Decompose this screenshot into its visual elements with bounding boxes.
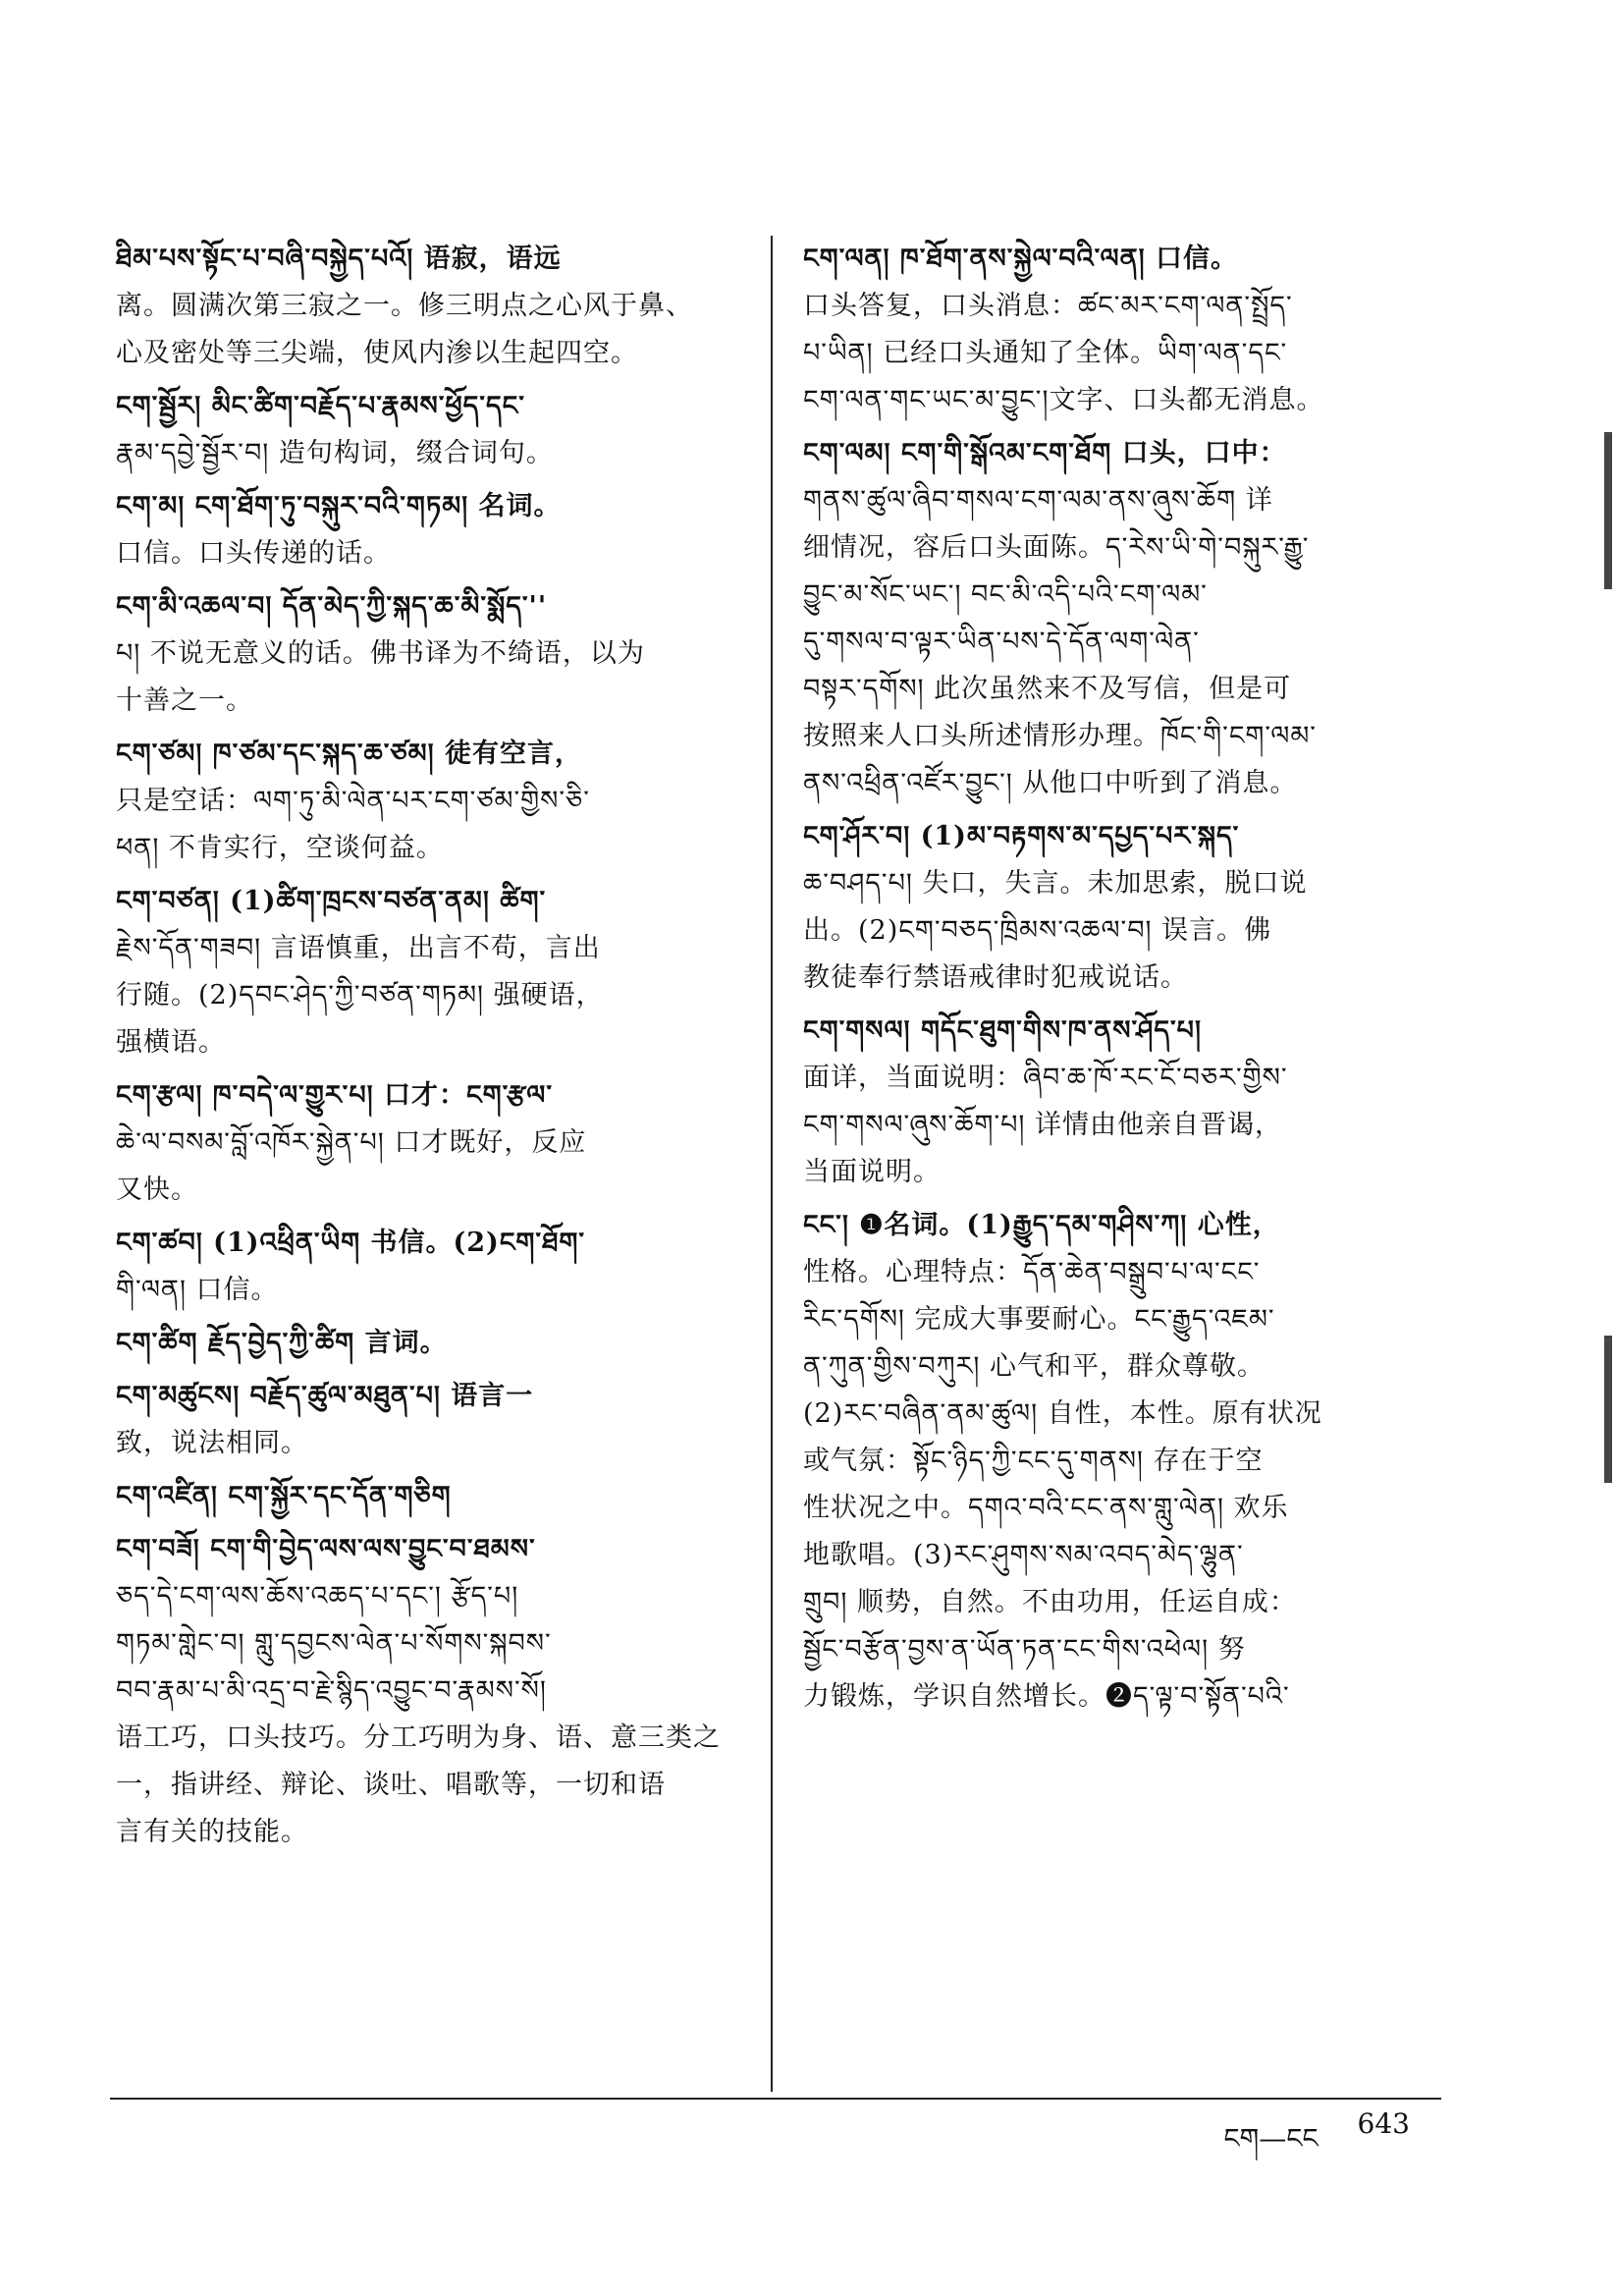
entry-line: 教徒奉行禁语戒律时犯戒说话。 <box>803 962 1188 993</box>
entry-line: གནས་ཚུལ་ཞིབ་གསལ་ངག་ལམ་ནས་ཞུས་ཆོག 详 <box>803 485 1273 516</box>
dictionary-entry <box>116 878 744 1066</box>
entry-headline: ངག་སྦྱོར། མིང་ཚིག་བརྗོད་པ་རྣམས་ཕྱོད་དང་ <box>116 391 525 421</box>
entry-line: 出。(2)ངག་བཅད་ཁྲིམས་འཆལ་བ། 误言。佛 <box>803 915 1272 946</box>
entry-headline: ངག་མཚུངས། བརྗོད་ཚུལ་མཐུན་པ། 语言一 <box>116 1381 534 1411</box>
entry-line: 口头答复，口头消息：ཚང་མར་ངག་ལན་སྤྲོད་ <box>803 291 1293 321</box>
entry-line: ཅད་དེ་ངག་ལས་ཆོས་འཆད་པ་དང་། རྩོད་པ། <box>116 1581 519 1612</box>
entry-headline: ངག་མ། ངག་ཐོག་ཏུ་བསྐུར་བའི་གཏམ། 名词。 <box>116 491 562 521</box>
entry-headline: ངག་ལན། ཁ་ཐོག་ནས་སྐྱེལ་བའི་ལན། 口信。 <box>803 244 1238 274</box>
entry-line: དུ་གསལ་བ་ལྟར་ཡིན་པས་དེ་དོན་ལག་ལེན་ <box>803 627 1200 657</box>
entry-line: 细情况，容后口头面陈。ད་རེས་ཡི་གེ་བསྐུར་རྒྱུ་ <box>803 532 1310 563</box>
entry-line: རིང་དགོས། 完成大事要耐心。ངང་རྒྱུད་འཇམ་ <box>803 1304 1275 1335</box>
entry-line: 离。圆满次第三寂之一。修三明点之心风于鼻、 <box>116 291 693 321</box>
dictionary-entry <box>116 1526 744 1856</box>
page-number: 643 <box>1357 2107 1410 2140</box>
right-column <box>803 236 1441 1726</box>
entry-line: 按照来人口头所述情形办理。ཁོང་གི་ངག་ལམ་ <box>803 721 1317 751</box>
entry-line: པ། 不说无意义的话。佛书译为不绮语，以为 <box>116 638 645 669</box>
entry-line: པ་ཡིན། 已经口头通知了全体。ཡིག་ལན་དང་ <box>803 338 1288 368</box>
entry-headline: ངག་འཛིན། ངག་སྐྱོར་དང་དོན་གཅིག <box>116 1481 452 1511</box>
entry-line: 或气氛：སྟོང་ཉིད་ཀྱི་ངང་དུ་གནས། 存在于空 <box>803 1446 1264 1476</box>
entry-headline: ངག་ཤོར་བ། (1)མ་བརྟགས་མ་དཔྱད་པར་སྐད་ <box>803 821 1240 851</box>
entry-line: ན་ཀུན་གྱིས་བཀུར། 心气和平，群众尊敬。 <box>803 1351 1265 1382</box>
dictionary-entry <box>116 1072 744 1214</box>
entry-headline: ངང་། ❶名词。(1)རྒྱུད་དམ་གཤིས་ཀ། 心性， <box>803 1210 1280 1240</box>
entry-headline: ངག་ཚབ། (1)འཕྲིན་ཡིག 书信。(2)ངག་ཐོག་ <box>116 1228 586 1258</box>
dictionary-entry <box>803 1202 1441 1721</box>
entry-line: 性状况之中。དགའ་བའི་ངང་ནས་གླུ་ལེན། 欢乐 <box>803 1493 1289 1523</box>
entry-line: 力锻炼，学识自然增长。❷ད་ལྟ་བ་སྟོན་པའི་ <box>803 1681 1290 1712</box>
entry-line: བྱུང་མ་སོང་ཡང་། བང་མི་འདི་པའི་ངག་ལམ་ <box>803 579 1208 610</box>
entry-headline: ངག་ཚིག རྗོད་བྱེད་ཀྱི་ཚིག 言词。 <box>116 1328 448 1358</box>
entry-line: ཆེ་ལ་བསམ་བློ་འཁོར་སྐྱེན་པ། 口才既好，反应 <box>116 1127 587 1158</box>
entry-line: རྣམ་དབྱེ་སྦྱོར་བ། 造句构词，缀合词句。 <box>116 438 554 468</box>
entry-line: གཏམ་གླེང་བ། གླུ་དབྱངས་ལེན་པ་སོགས་སྐབས་ <box>116 1628 552 1659</box>
dictionary-entry <box>116 731 744 872</box>
entry-line: 心及密处等三尖端，使风内渗以生起四空。 <box>116 338 638 368</box>
entry-line: 十善之一。 <box>116 685 253 716</box>
entry-line: བབ་རྣམ་པ་མི་འདྲ་བ་རྗེ་སྙིད་འབྱུང་བ་རྣམས་སོ། <box>116 1675 547 1706</box>
entry-line: གྲུབ། 顺势，自然。不由功用，任运自成： <box>803 1587 1297 1617</box>
entry-line: རྗེས་དོན་གཟབ། 言语慎重，出言不苟，言出 <box>116 933 601 963</box>
entry-line: 致，说法相同。 <box>116 1428 308 1458</box>
dictionary-entry <box>116 1320 744 1367</box>
entry-line: ནས་འཕྲིན་འཛོར་བྱུང་། 从他口中听到了消息。 <box>803 768 1298 798</box>
entry-line: བསྟར་དགོས། 此次虽然来不及写信，但是可 <box>803 674 1292 704</box>
entry-line: 口信。口头传递的话。 <box>116 538 391 569</box>
dictionary-entry <box>116 1473 744 1520</box>
dictionary-entry <box>116 236 744 377</box>
entry-line: ཕན། 不肯实行，空谈何益。 <box>116 833 444 863</box>
entry-headline: ངག་བཙན། (1)ཚིག་ཁྲངས་བཙན་ནམ། ཚིག་ <box>116 886 547 916</box>
entry-headline: ངག་མི་འཆལ་བ། དོན་མེད་ཀྱི་སྐད་ཆ་མི་སྨོད་'' <box>116 591 548 622</box>
dictionary-entry <box>803 1008 1441 1196</box>
entry-line: 面详，当面说明：ཞིབ་ཆ་ཁོ་རང་ངོ་བཅར་གྱིས་ <box>803 1063 1288 1093</box>
dictionary-entry <box>116 1373 744 1467</box>
entry-headline: ངག་གསལ། གདོང་ཐུག་གིས་ཁ་ནས་ཤོད་པ། <box>803 1015 1202 1046</box>
entry-headline: ངག་ཙམ། ཁ་ཙམ་དང་སྐད་ཆ་ཙམ། 徒有空言， <box>116 738 582 769</box>
entry-line: ངག་ལན་གང་ཡང་མ་བྱུང་།文字、口头都无消息。 <box>803 385 1324 415</box>
scan-margin-mark <box>1604 432 1612 589</box>
entry-headline: ངག་བཟོ། ངག་གི་བྱེད་ལས་ལས་བྱུང་བ་ཐམས་ <box>116 1534 536 1564</box>
left-column <box>116 236 744 1862</box>
entry-line: 一，指讲经、辩论、谈吐、唱歌等，一切和语 <box>116 1770 666 1800</box>
entry-line: 强横语。 <box>116 1027 226 1058</box>
dictionary-entry <box>803 813 1441 1002</box>
entry-line: 行随。(2)དབང་ཤེད་ཀྱི་བཙན་གཏམ། 强硬语， <box>116 980 604 1011</box>
entry-line: 语工巧，口头技巧。分工巧明为身、语、意三类之 <box>116 1722 721 1753</box>
headword-range: ངག—ངང <box>1223 2122 1319 2155</box>
page-footer <box>1223 2107 1410 2185</box>
entry-line: ཆ་བཤད་པ། 失口，失言。未加思索，脱口说 <box>803 868 1308 899</box>
scan-margin-mark <box>1604 1336 1612 1483</box>
entry-line: 当面说明。 <box>803 1157 941 1187</box>
entry-line: 只是空话：ལག་ཏུ་མི་ལེན་པར་ངག་ཙམ་གྱིས་ཅི་ <box>116 786 590 816</box>
entry-line: 地歌唱。(3)རང་ཤུགས་སམ་འབད་མེད་ལྷུན་ <box>803 1540 1244 1570</box>
entry-headline: ངག་རྩལ། ཁ་བདེ་ལ་གྱུར་པ། 口才：ངག་རྩལ་ <box>116 1080 554 1111</box>
entry-headline: ཐིམ་པས་སྟོང་པ་བཞི་བསྐྱེད་པའོ། 语寂，语远 <box>116 244 562 274</box>
dictionary-entry <box>116 583 744 725</box>
dictionary-entry <box>803 430 1441 807</box>
entry-line: གི་ལན། 口信。 <box>116 1275 279 1305</box>
dictionary-entry <box>803 236 1441 424</box>
dictionary-entry <box>116 483 744 577</box>
entry-line: སྦྱོང་བརྩོན་བྱས་ན་ཡོན་ཏན་ངང་གིས་འཕེལ། 努 <box>803 1634 1246 1665</box>
entry-line: ངག་གསལ་ཞུས་ཆོག་པ། 详情由他亲自晋谒， <box>803 1110 1282 1140</box>
dictionary-entry <box>116 1220 744 1314</box>
dictionary-entry <box>116 383 744 477</box>
footer-rule <box>110 2098 1441 2100</box>
entry-line: 言有关的技能。 <box>116 1817 308 1847</box>
entry-line: 又快。 <box>116 1175 198 1205</box>
entry-headline: ངག་ལམ། ངག་གི་སྒོའམ་ངག་ཐོག 口头，口中： <box>803 438 1287 468</box>
entry-line: 性格。心理特点：དོན་ཆེན་བསྒྲུབ་པ་ལ་ངང་ <box>803 1257 1261 1287</box>
column-divider <box>771 236 773 2092</box>
entry-line: (2)རང་བཞིན་ནམ་ཚུལ། 自性，本性。原有状况 <box>803 1398 1322 1429</box>
